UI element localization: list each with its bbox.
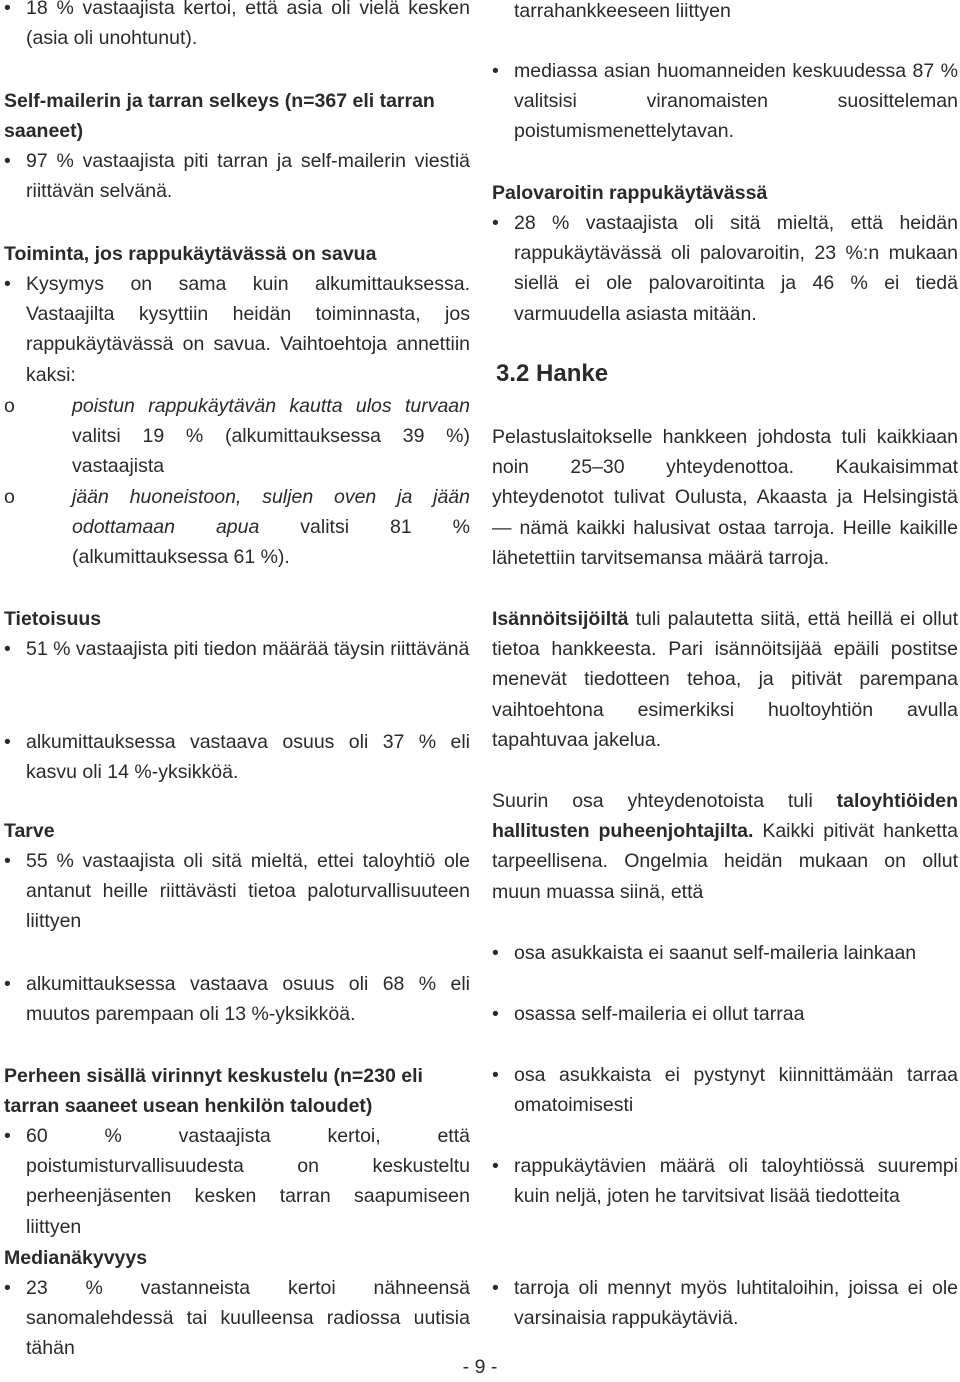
bullet-item: • 51 % vastaajista piti tiedon määrää täysin riittävänä xyxy=(4,634,470,664)
bullet-item: • 97 % vastaajista piti tarran ja self-mailerin viestiä riittävän selvänä. xyxy=(4,146,470,206)
heading-perheen: Perheen sisällä virinnyt keskustelu (n=230 eli tarran saaneet usean henkilön taloudet) xyxy=(4,1065,423,1118)
bullet-item: • 18 % vastaajista kertoi, että asia oli vielä kesken (asia oli unohtunut). xyxy=(4,0,470,53)
bullet-item: • alkumittauksessa vastaava osuus oli 68 % eli muutos parempaan oli 13 %-yksikköä. xyxy=(4,969,470,1029)
bullet-item: • tarroja oli mennyt myös luhtitaloihin, joissa ei ole varsinaisia rappukäytäviä. xyxy=(492,1273,958,1333)
heading-media: Medianäkyvyys xyxy=(4,1247,148,1269)
bullet-item: • osassa self-maileria ei ollut tarraa xyxy=(492,999,958,1029)
paragraph: Suurin osa yhteydenotoista tuli taloyhtiöiden hallitusten puheenjohtajilta. Kaikki pitivät hanketta tarpeellisena. Ongelmia heidän mukaan on ollut muun muassa siinä, että xyxy=(492,790,958,903)
heading-tietoisuus: Tietoisuus xyxy=(4,608,102,630)
heading-toiminta: Toiminta, jos rappukäytävässä on savua xyxy=(4,243,377,265)
option-item: o poistun rappukäytävän kautta ulos turvaan valitsi 19 % (alkumittauksessa 39 %) vastaajista xyxy=(4,391,470,482)
bullet-item: • osa asukkaista ei pystynyt kiinnittämään tarraa omatoimisesti xyxy=(492,1060,958,1120)
bullet-item: • 55 % vastaajista oli sitä mieltä, ettei taloyhtiö ole antanut heille riittävästi tietoa paloturvallisuuteen liittyen xyxy=(4,846,470,937)
continued-text: tarrahankkeeseen liittyen xyxy=(514,0,731,22)
page-number: - 9 - xyxy=(462,1356,498,1378)
heading-tarve: Tarve xyxy=(4,820,55,842)
heading-palovaroitin: Palovaroitin rappukäytävässä xyxy=(492,182,768,204)
bullet-item: • 28 % vastaajista oli sitä mieltä, että heidän rappukäytävässä oli palovaroitin, 23 %:n mukaan siellä ei ole palovaroitinta ja 46 % ei tiedä varmuudella asiasta mitään. xyxy=(492,208,958,329)
paragraph: Pelastuslaitokselle hankkeen johdosta tuli kaikkiaan noin 25–30 yhteydenottoa. Kaukaisimmat yhteydenotot tulivat Oulusta, Akaasta ja Helsingistä — nämä kaikki halusivat ostaa tarroja. Heille kaikille lähetettiin tarvitsemansa määrä tarroja. xyxy=(492,426,958,569)
bullet-item: • osa asukkaista ei saanut self-maileria lainkaan xyxy=(492,938,958,968)
bullet-item: • 60 % vastaajista kertoi, että poistumisturvallisuudesta on keskusteltu perheenjäsenten kesken tarran saapumiseen liittyen xyxy=(4,1121,470,1242)
bullet-item: • rappukäytävien määrä oli taloyhtiössä suurempi kuin neljä, joten he tarvitsivat lisää tiedotteita xyxy=(492,1151,958,1211)
section-heading: 3.2 Hanke xyxy=(496,360,609,387)
option-item: o jään huoneistoon, suljen oven ja jään odottamaan apua valitsi 81 % (alkumittauksessa 61 %). xyxy=(4,482,470,573)
heading-selkeys: Self-mailerin ja tarran selkeys (n=367 eli tarran saaneet) xyxy=(4,90,435,143)
bullet-item: • Kysymys on sama kuin alkumittauksessa. Vastaajilta kysyttiin heidän toiminnasta, jos rappukäytävässä on savua. Vaihtoehtoja annettiin kaksi: xyxy=(4,269,470,390)
bullet-item: • alkumittauksessa vastaava osuus oli 37 % eli kasvu oli 14 %-yksikköä. xyxy=(4,727,470,787)
bullet-item: • 23 % vastanneista kertoi nähneensä sanomalehdessä tai kuulleensa radiossa uutisia tähän xyxy=(4,1273,470,1364)
paragraph: Isännöitsijöiltä tuli palautetta siitä, että heillä ei ollut tietoa hankkeesta. Pari isännöitsijää epäili postitse menevät tiedotteen tehoa, ja pitivät parempana vaihtoehtona esimerkiksi huoltoyhtiön avulla tapahtuvaa jakelua. xyxy=(492,608,958,751)
bullet-item: • mediassa asian huomanneiden keskuudessa 87 % valitsisi viranomaisten suositteleman poistumismenettelytavan. xyxy=(492,56,958,147)
